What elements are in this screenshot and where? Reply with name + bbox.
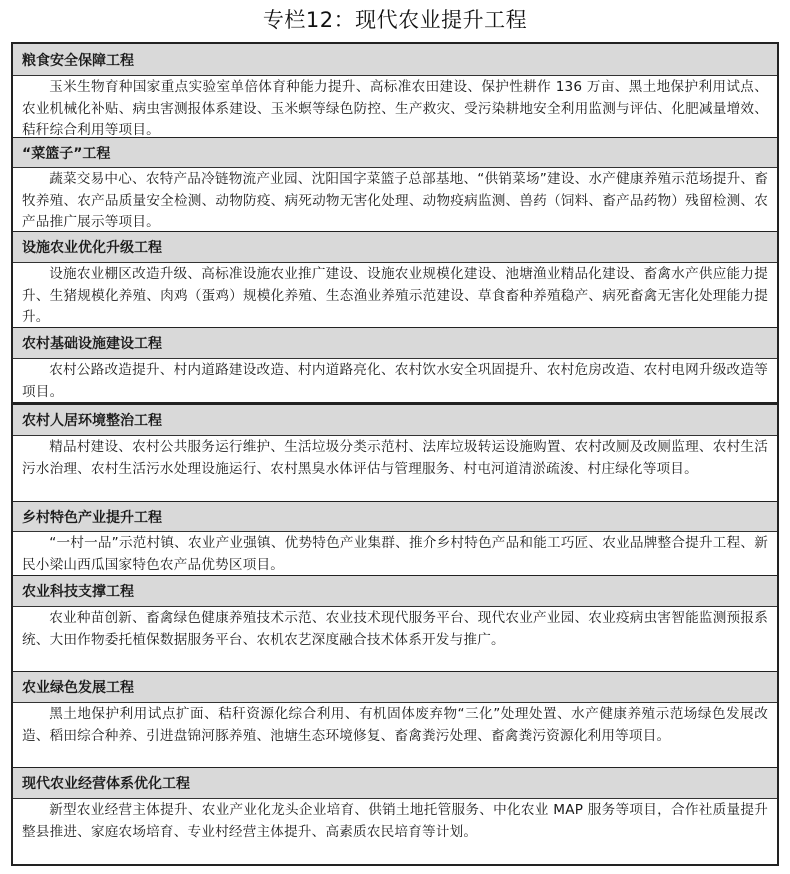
section-heading: 设施农业优化升级工程 — [13, 232, 777, 263]
section-specialty-industry — [13, 502, 777, 576]
projects-table — [11, 42, 779, 866]
section-body: 农村公路改造提升、村内道路建设改造、村内道路亮化、农村饮水安全巩固提升、农村危房改造、农村电网升级改造等项目。 — [13, 359, 777, 405]
section-grain-security — [13, 44, 777, 138]
section-facility-agriculture — [13, 232, 777, 328]
section-heading: 农村基础设施建设工程 — [13, 328, 777, 359]
section-heading: 农业绿色发展工程 — [13, 672, 777, 703]
section-body: 黑土地保护利用试点扩面、秸秆资源化综合利用、有机固体废弃物“三化”处理处置、水产健康养殖示范场绿色发展改造、稻田综合种养、引进盘锦河豚养殖、池塘生态环境修复、畜禽粪污处理、畜禽粪污资源化利用等项目。 — [13, 703, 777, 768]
section-heading: 现代农业经营体系优化工程 — [13, 768, 777, 799]
section-body: “一村一品”示范村镇、农业产业强镇、优势特色产业集群、推介乡村特色产品和能工巧匠、农业品牌整合提升工程、新民小梁山西瓜国家特色农产品优势区项目。 — [13, 532, 777, 576]
section-vegetable-basket — [13, 138, 777, 232]
page-title: 专栏12：现代农业提升工程 — [262, 8, 528, 32]
section-green-development — [13, 672, 777, 768]
section-body: 玉米生物育种国家重点实验室单倍体育种能力提升、高标准农田建设、保护性耕作 136 万亩、黑土地保护利用试点、农业机械化补贴、病虫害测报体系建设、玉米螟等绿色防控、生产救灾、受污染耕地安全利用监测与评估、化肥减量增效、秸秆综合利用等项目。 — [13, 76, 777, 138]
section-heading: 乡村特色产业提升工程 — [13, 502, 777, 532]
section-rural-infrastructure — [13, 328, 777, 405]
section-heading: 粮食安全保障工程 — [13, 44, 777, 76]
section-management-system — [13, 768, 777, 864]
section-body: 设施农业棚区改造升级、高标准设施农业推广建设、设施农业规模化建设、池塘渔业精品化建设、畜禽水产供应能力提升、生猪规模化养殖、肉鸡（蛋鸡）规模化养殖、生态渔业养殖示范建设、草食畜种养殖稳产、病死畜禽无害化处理能力提升。 — [13, 263, 777, 328]
section-body: 农业种苗创新、畜禽绿色健康养殖技术示范、农业技术现代服务平台、现代农业产业园、农业疫病虫害智能监测预报系统、大田作物委托植保数据服务平台、农机农艺深度融合技术体系开发与推广。 — [13, 607, 777, 672]
section-body: 新型农业经营主体提升、农业产业化龙头企业培育、供销土地托管服务、中化农业 MAP 服务等项目，合作社质量提升整县推进、家庭农场培育、专业村经营主体提升、高素质农民培育等计划。 — [13, 799, 777, 864]
section-heading: “菜篮子”工程 — [13, 138, 777, 168]
section-body: 蔬菜交易中心、农特产品冷链物流产业园、沈阳国字菜篮子总部基地、“供销菜场”建设、水产健康养殖示范场提升、畜牧养殖、农产品质量安全检测、动物防疫、病死动物无害化处理、动物疫病监测、兽药（饲料、畜产品药物）残留检测、农产品推广展示等项目。 — [13, 168, 777, 232]
section-heading: 农业科技支撑工程 — [13, 576, 777, 607]
section-body: 精品村建设、农村公共服务运行维护、生活垃圾分类示范村、法库垃圾转运设施购置、农村改厕及改厕监理、农村生活污水治理、农村生活污水处理设施运行、农村黑臭水体评估与管理服务、村屯河道清淤疏浚、村庄绿化等项目。 — [13, 436, 777, 502]
section-science-support — [13, 576, 777, 672]
section-heading: 农村人居环境整治工程 — [13, 405, 777, 436]
section-living-environment — [13, 405, 777, 502]
